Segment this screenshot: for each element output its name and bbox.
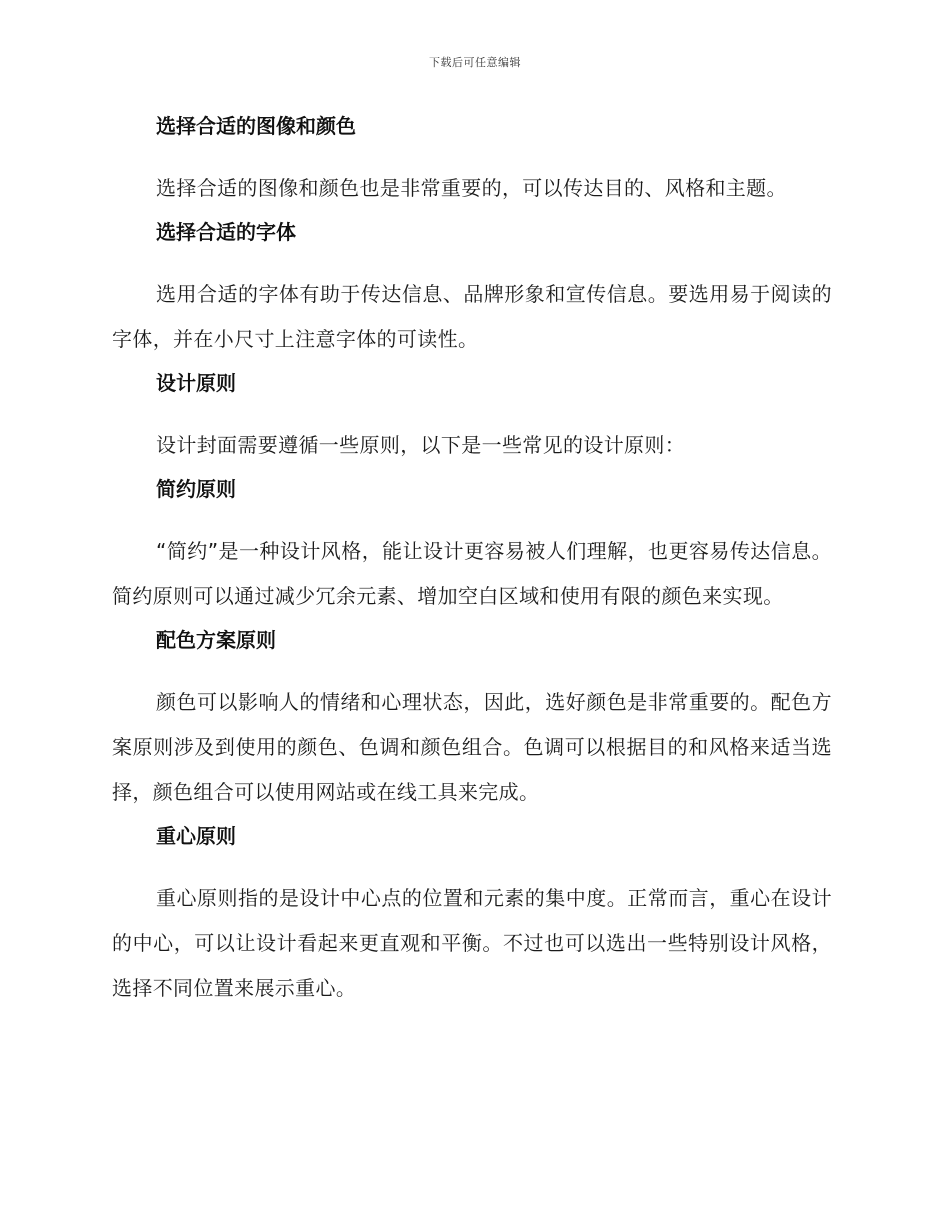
paragraph: 设计封面需要遵循一些原则，以下是一些常见的设计原则：	[156, 433, 686, 457]
paragraph: “简约”是一种设计风格，能让设计更容易被人们理解，也更容易传达信息。简约原则可以通过减少冗余元素、增加空白区域和使用有限的颜色来实现。	[112, 539, 832, 608]
paragraph: 选择合适的图像和颜色也是非常重要的，可以传达目的、风格和主题。	[156, 176, 787, 200]
page-header: 下载后可任意编辑	[429, 56, 521, 69]
section-heading: 配色方案原则	[156, 628, 276, 652]
paragraph: 选用合适的字体有助于传达信息、品牌形象和宣传信息。要选用易于阅读的字体，并在小尺寸上注意字体的可读性。	[112, 282, 832, 351]
section-heading: 选择合适的图像和颜色	[156, 114, 356, 138]
section-heading: 简约原则	[156, 477, 236, 501]
document-body	[112, 112, 832, 1018]
paragraph: 重心原则指的是设计中心点的位置和元素的集中度。正常而言，重心在设计的中心，可以让设计看起来更直观和平衡。不过也可以选出一些特别设计风格，选择不同位置来展示重心。	[112, 886, 832, 1000]
paragraph: 颜色可以影响人的情绪和心理状态，因此，选好颜色是非常重要的。配色方案原则涉及到使用的颜色、色调和颜色组合。色调可以根据目的和风格来适当选择，颜色组合可以使用网站或在线工具来完成。	[112, 690, 832, 804]
section-heading: 重心原则	[156, 824, 236, 848]
section-heading: 设计原则	[156, 371, 236, 395]
section-heading: 选择合适的字体	[156, 220, 296, 244]
